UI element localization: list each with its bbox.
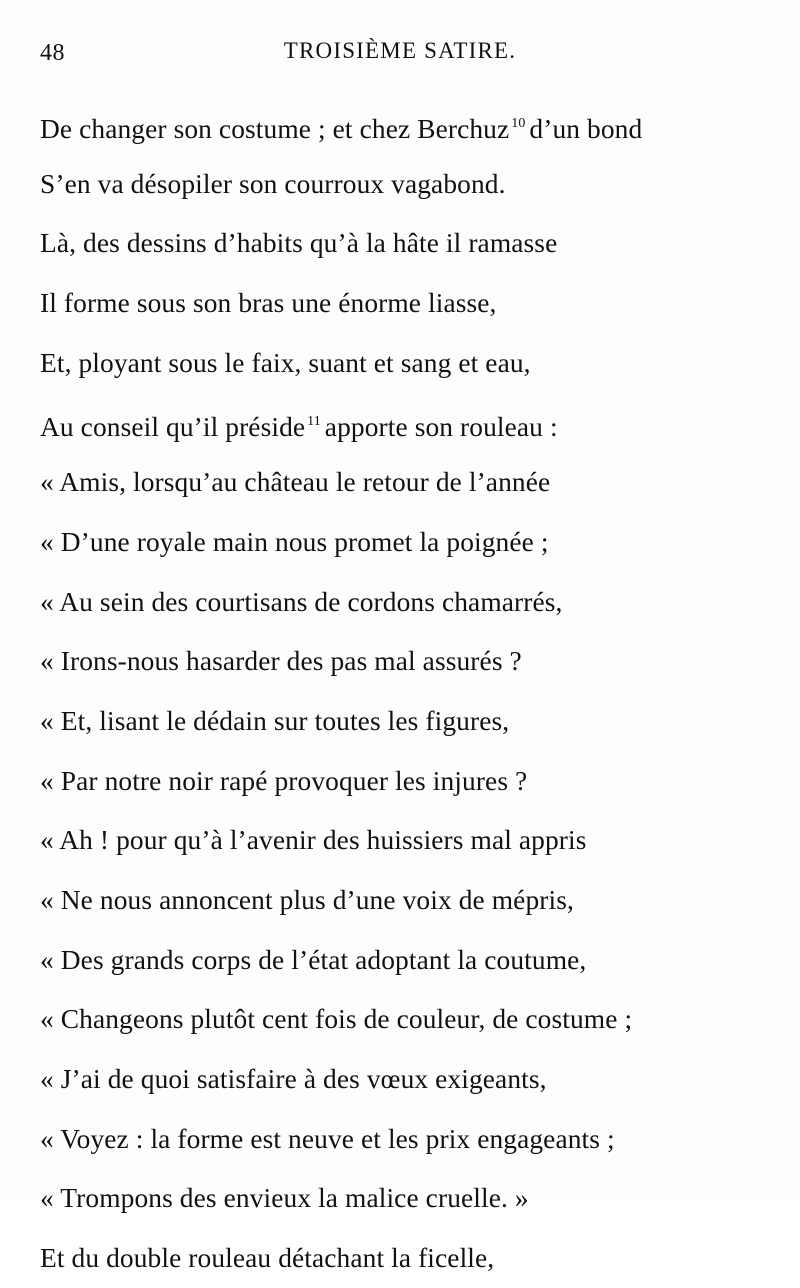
verse-line: « Trompons des envieux la malice cruelle. » [40,1182,529,1214]
poem-text [40,94,770,1288]
verse-line: « Changeons plutôt cent fois de couleur, de costume ; [40,1003,633,1035]
verse-line: Et du double rouleau détachant la ficelle, [40,1242,495,1274]
page-number: 48 [40,40,65,66]
verse-line: Il forme sous son bras une énorme liasse, [40,287,497,319]
verse-line: De changer son costume ; et chez Berchuz $^{10}$ d’un bond [40,113,643,144]
footnote-ref: 11 [307,414,321,430]
verse-line: « Et, lisant le dédain sur toutes les figures, [40,704,510,736]
verse-line: Au conseil qu’il préside $^{11}$ apporte son rouleau : [40,411,558,443]
verse-line: « J’ai de quoi satisfaire à des vœux exigeants, [40,1063,547,1094]
page-header [40,34,760,74]
verse-line: « Voyez : la forme est neuve et les prix engageants ; [40,1122,615,1154]
verse-line: « D’une royale main nous promet la poignée ; [40,525,549,557]
verse-line: « Des grands corps de l’état adoptant la coutume, [40,943,587,975]
verse-line: « Ne nous annoncent plus d’une voix de mépris, [40,883,574,915]
verse-line: S’en va désopiler son courroux vagabond. [40,167,506,199]
footnote-ref: 10 [511,116,526,131]
verse-line: « Par notre noir rapé provoquer les injures ? [40,764,528,796]
verse-line: « Irons-nous hasarder des pas mal assurés ? [40,645,522,677]
verse-line: « Amis, lorsqu’au château le retour de l’année [40,466,551,498]
running-title: TROISIÈME SATIRE. [283,38,517,63]
verse-line: Là, des dessins d’habits qu’à la hâte il ramasse [40,227,558,259]
verse-line: « Ah ! pour qu’à l’avenir des huissiers mal appris [40,824,587,856]
verse-line: Et, ployant sous le faix, suant et sang et eau, [40,346,531,378]
verse-line: « Au sein des courtisans de cordons chamarrés, [40,585,563,617]
